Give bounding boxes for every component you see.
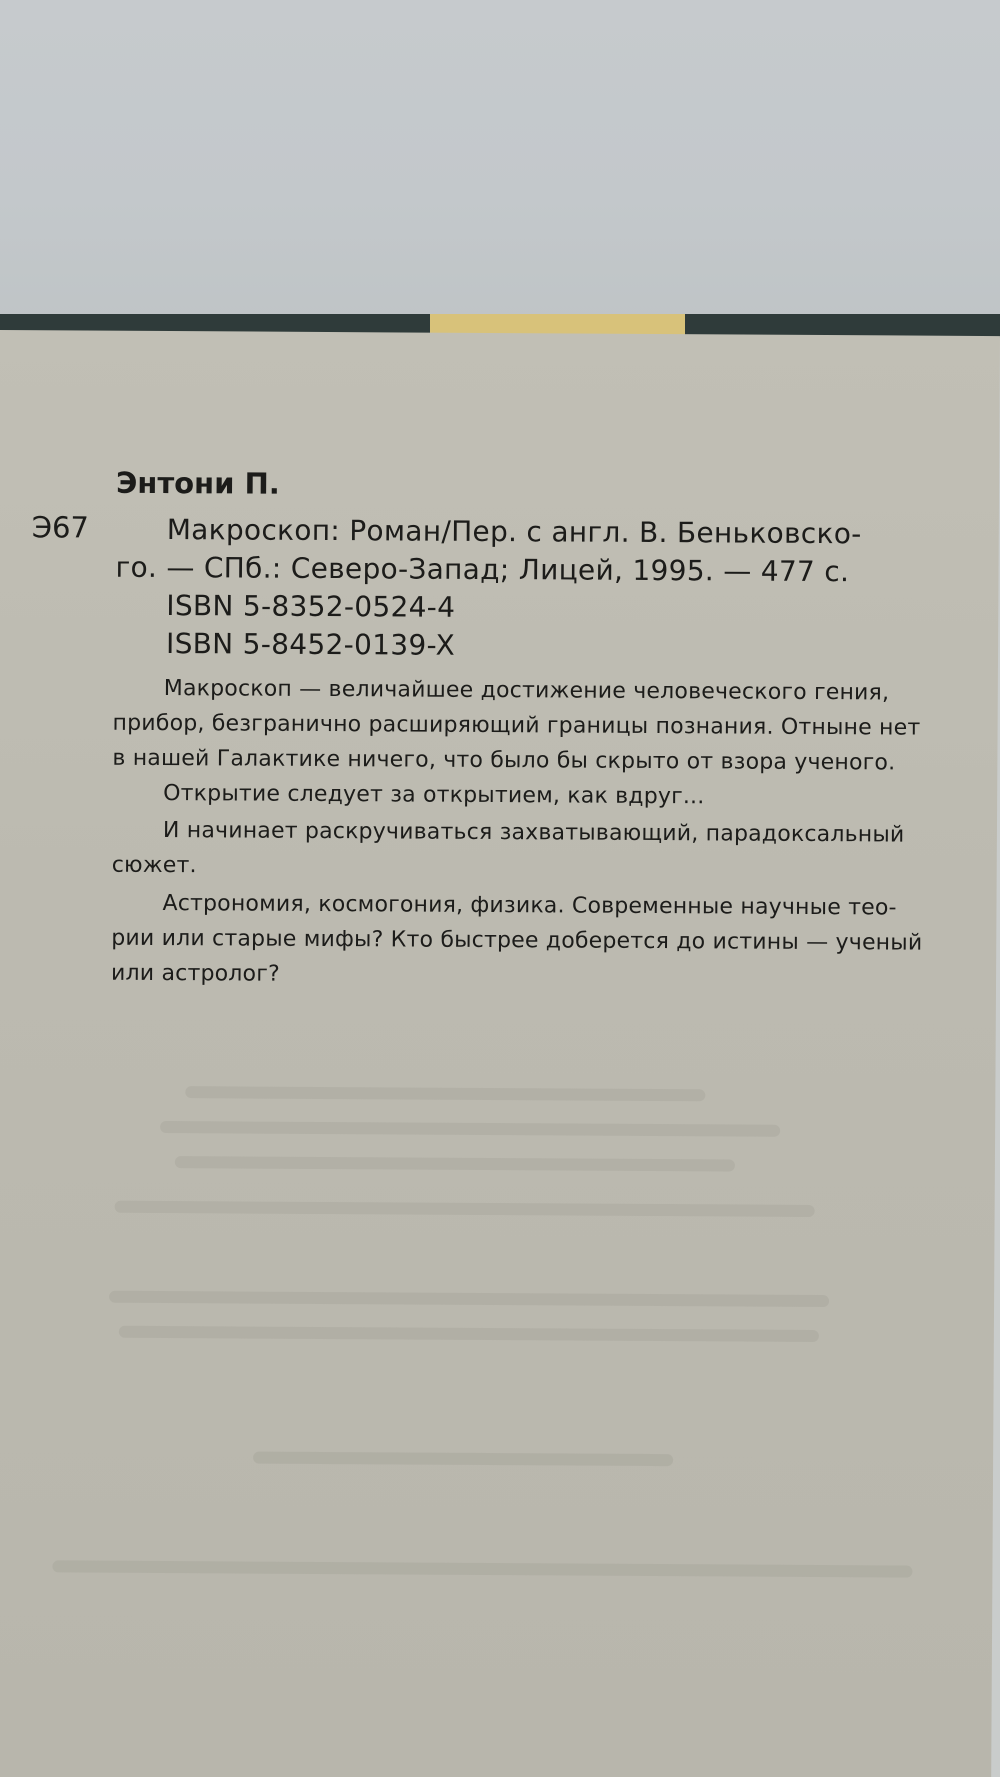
isbn-line: ISBN 5-8452-0139-X	[165, 627, 456, 662]
annotation-line: сюжет.	[111, 852, 197, 879]
book-page	[0, 330, 1000, 1777]
title-line: Макроскоп: Роман/Пер. с англ. В. Беньковско-	[166, 513, 862, 551]
isbn-line: ISBN 5-8352-0524-4	[166, 589, 456, 624]
show-through-mark	[52, 1560, 912, 1577]
annotation-line: в нашей Галактике ничего, что было бы скрыто от взора ученого.	[112, 745, 896, 776]
annotation-line: Открытие следует за открытием, как вдруг...	[163, 781, 705, 810]
show-through-mark	[160, 1121, 780, 1137]
annotation-line: Астрономия, космогония, физика. Современные научные тео-	[162, 891, 897, 921]
annotation-line: или астролог?	[110, 960, 280, 987]
annotation-line: рии или старые мифы? Кто быстрее доберется до истины — ученый	[111, 925, 923, 956]
annotation-line: Макроскоп — величайшее достижение человеческого гения,	[163, 676, 890, 706]
table-surface	[0, 0, 1000, 330]
annotation-line: И начинает раскручиваться захватывающий, парадоксальный	[162, 818, 905, 848]
show-through-mark	[253, 1452, 673, 1467]
show-through-mark	[175, 1156, 735, 1171]
catalog-code: Э67	[31, 510, 90, 545]
show-through-mark	[109, 1291, 829, 1307]
author-name: Энтони П.	[115, 465, 280, 501]
annotation-line: прибор, безгранично расширяющий границы познания. Отныне нет	[112, 710, 921, 741]
show-through-mark	[119, 1326, 819, 1342]
show-through-mark	[185, 1086, 705, 1101]
title-line: го. — СПб.: Северо-Запад; Лицей, 1995. — 477 с.	[115, 550, 850, 589]
show-through-mark	[115, 1201, 815, 1217]
